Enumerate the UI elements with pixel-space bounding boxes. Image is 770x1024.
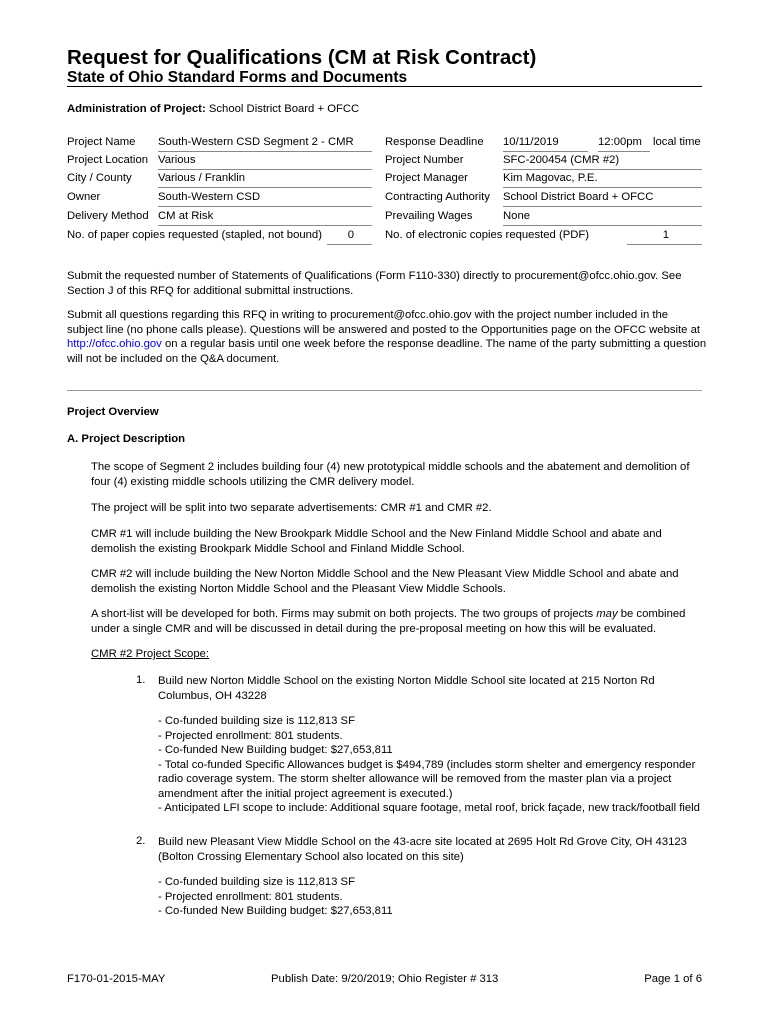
scope-item-2-bullets bbox=[158, 875, 703, 919]
footer-page-number: Page 1 of 6 bbox=[644, 973, 702, 985]
delivery-method-field[interactable]: CM at Risk bbox=[158, 210, 372, 226]
header-divider bbox=[67, 86, 702, 87]
project-number-label: Project Number bbox=[385, 154, 464, 166]
project-location-field[interactable]: Various bbox=[158, 154, 372, 170]
overview-paragraph-2: The project will be split into two separate advertisements: CMR #1 and CMR #2. bbox=[91, 502, 492, 514]
footer-publish-date: Publish Date: 9/20/2019; Ohio Register # 313 bbox=[271, 973, 499, 985]
scope-item-2-bullet: - Co-funded building size is 112,813 SF bbox=[158, 876, 355, 888]
contracting-authority-field[interactable]: School District Board + OFCC bbox=[503, 191, 702, 207]
scope-item-2-bullet: - Projected enrollment: 801 students. bbox=[158, 890, 343, 903]
project-description-heading: A. Project Description bbox=[67, 433, 186, 445]
owner-field[interactable]: South-Western CSD bbox=[158, 191, 372, 207]
project-location-label: Project Location bbox=[67, 154, 149, 166]
page-subtitle: State of Ohio Standard Forms and Documents bbox=[67, 69, 408, 86]
delivery-method-label: Delivery Method bbox=[67, 210, 149, 222]
response-deadline-label: Response Deadline bbox=[385, 136, 484, 148]
project-manager-label: Project Manager bbox=[385, 172, 468, 184]
submittal-instructions: Submit the requested number of Statements of Qualifications (Form F110-330) directly to procurement@ofcc.ohio.gov. See Section J of this RFQ for additional submittal instructions. bbox=[67, 270, 682, 297]
questions-instructions bbox=[67, 308, 707, 366]
response-deadline-time-field[interactable]: 12:00pm bbox=[598, 136, 650, 152]
scope-item-1-bullet: - Co-funded New Building budget: $27,653,811 bbox=[158, 744, 393, 756]
administration-label: Administration of Project: bbox=[67, 103, 206, 115]
city-county-label: City / County bbox=[67, 172, 132, 184]
prevailing-wages-label: Prevailing Wages bbox=[385, 210, 473, 222]
scope-item-1-bullet: - Anticipated LFI scope to include: Additional square footage, metal roof, brick façade, new track/football field bbox=[158, 802, 700, 814]
scope-item-1-number: 1. bbox=[136, 674, 146, 686]
overview-paragraph-3: CMR #1 will include building the New Brookpark Middle School and the New Finland Middle School and abate and demolish the existing Brookpark Middle School and Finland Middle School. bbox=[91, 528, 662, 555]
section-divider bbox=[67, 390, 702, 391]
overview-paragraph-1: The scope of Segment 2 includes building four (4) new prototypical middle schools and the abatement and demolition of four (4) existing middle schools utilizing the CMR delivery model. bbox=[91, 461, 690, 488]
overview-p5-text-b: be combined under a single CMR and will be discussed in detail during the pre-proposal meeting on how this will be evaluated. bbox=[91, 608, 686, 635]
scope-item-2-text: Build new Pleasant View Middle School on the 43-acre site located at 2695 Holt Rd Grove City, OH 43123 (Bolton Crossing Elementary School also located on this site) bbox=[158, 836, 687, 863]
questions-text-b: on a regular basis until one week before the response deadline. The name of the party submitting a question will not be included on the Q&A document. bbox=[67, 338, 707, 365]
contracting-authority-label: Contracting Authority bbox=[385, 191, 490, 203]
scope-item-2-bullet: - Co-funded New Building budget: $27,653,811 bbox=[158, 905, 393, 917]
page-title: Request for Qualifications (CM at Risk Contract) bbox=[67, 46, 537, 69]
prevailing-wages-field[interactable]: None bbox=[503, 210, 702, 226]
project-number-field[interactable]: SFC-200454 (CMR #2) bbox=[503, 154, 702, 170]
paper-copies-label: No. of paper copies requested (stapled, not bound) bbox=[67, 229, 322, 241]
electronic-copies-label: No. of electronic copies requested (PDF) bbox=[385, 229, 590, 241]
scope-item-1-bullets bbox=[158, 714, 703, 816]
scope-item-1-bullet: - Co-funded building size is 112,813 SF bbox=[158, 715, 355, 727]
project-name-field[interactable]: South-Western CSD Segment 2 - CMR bbox=[158, 136, 372, 152]
scope-item-1-bullet: - Total co-funded Specific Allowances budget is $494,789 (includes storm shelter and emergency responder radio coverage system. The storm shelter allowance will be removed from the master plan via a project amendment after the initial project agreement is executed.) bbox=[158, 758, 696, 800]
overview-paragraph-4: CMR #2 will include building the New Norton Middle School and the New Pleasant View Middle School and abate and demolish the existing Norton Middle School and the Pleasant View Middle Schools. bbox=[91, 568, 679, 595]
overview-paragraph-5 bbox=[91, 607, 703, 636]
scope-item-1-bullet: - Projected enrollment: 801 students. bbox=[158, 729, 343, 742]
overview-p5-text-a: A short-list will be developed for both. Firms may submit on both projects. The two groups of projects bbox=[91, 608, 597, 620]
administration-line bbox=[67, 103, 359, 115]
city-county-field[interactable]: Various / Franklin bbox=[158, 172, 372, 188]
electronic-copies-value: 1 bbox=[662, 229, 669, 241]
scope-item-1-text: Build new Norton Middle School on the existing Norton Middle School site located at 215 Norton Rd Columbus, OH 43228 bbox=[158, 675, 655, 702]
local-time-label: local time bbox=[653, 136, 701, 148]
questions-text-a: Submit all questions regarding this RFQ in writing to procurement@ofcc.ohio.gov with the project number included in the subject line (no phone calls please). Questions will be answered and posted to the Opportunities page on the OFCC website at bbox=[67, 309, 700, 336]
scope-item-2-number: 2. bbox=[136, 835, 146, 847]
paper-copies-field[interactable] bbox=[327, 229, 372, 245]
project-name-label: Project Name bbox=[67, 136, 136, 148]
electronic-copies-field[interactable] bbox=[627, 229, 702, 245]
administration-value: School District Board + OFCC bbox=[208, 103, 360, 115]
cmr2-scope-heading: CMR #2 Project Scope: bbox=[91, 648, 210, 660]
paper-copies-value: 0 bbox=[347, 229, 354, 241]
overview-p5-emphasis: may bbox=[596, 608, 618, 620]
project-manager-field[interactable]: Kim Magovac, P.E. bbox=[503, 172, 702, 188]
footer-form-id: F170-01-2015-MAY bbox=[67, 973, 166, 985]
ofcc-website-link[interactable]: http://ofcc.ohio.gov bbox=[67, 338, 162, 350]
response-deadline-date-field[interactable]: 10/11/2019 bbox=[503, 136, 588, 152]
project-overview-heading: Project Overview bbox=[67, 406, 159, 418]
owner-label: Owner bbox=[67, 191, 101, 203]
